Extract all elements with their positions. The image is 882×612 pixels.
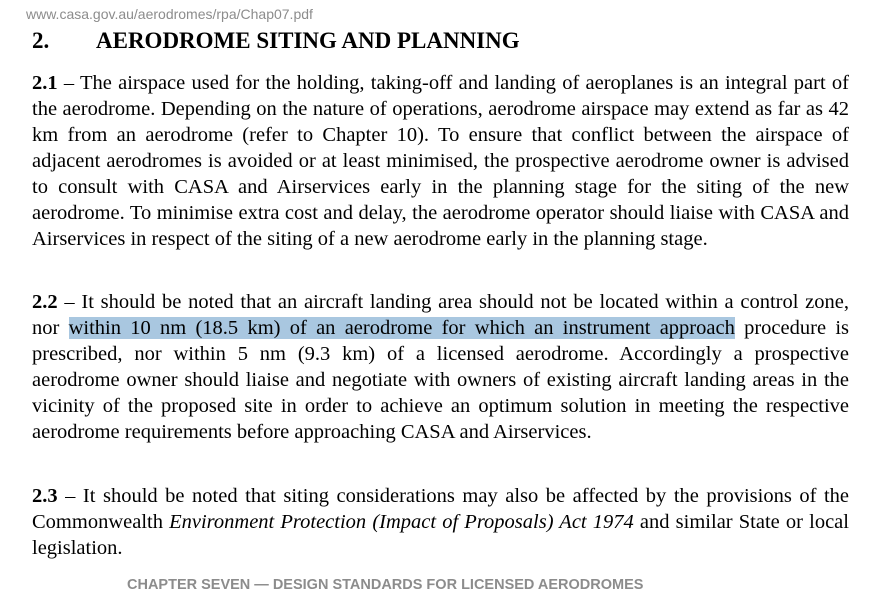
page-footer: CHAPTER SEVEN — DESIGN STANDARDS FOR LICENSED AERODROMES xyxy=(127,577,644,593)
paragraph-2-1 xyxy=(32,70,849,252)
paragraph-text: – It should be noted that siting considerations may also be affected by the provisions of the Commonwealth xyxy=(32,485,849,533)
paragraph-2-3 xyxy=(32,483,849,561)
paragraph-text: – The airspace used for the holding, taking-off and landing of aeroplanes is an integral part of the aerodrome. Depending on the nature of operations, aerodrome airspace may extend as far as 42 km from an aerodrome (refer to Chapter 10). To ensure that conflict between the airspace of adjacent aerodromes is avoided or at least minimised, the prospective aerodrome owner is advised to consult with CASA and Airservices early in the planning stage for the siting of the new aerodrome. To minimise extra cost and delay, the aerodrome operator should liaise with CASA and Airservices in respect of the siting of a new aerodrome early in the planning stage. xyxy=(32,72,849,250)
section-heading xyxy=(32,28,520,54)
source-url: www.casa.gov.au/aerodromes/rpa/Chap07.pdf xyxy=(26,6,313,22)
paragraph-number: 2.1 xyxy=(32,72,58,94)
paragraph-2-2 xyxy=(32,289,849,445)
paragraph-text: procedure is prescribed, nor within 5 nm (9.3 km) of a licensed aerodrome. Accordingly a prospective aerodrome owner should liaise and negotiate with owners of existing aircraft landing areas in the vicinity of the proposed site in order to achieve an optimum solution in meeting the respective aerodrome requirements before approaching CASA and Airservices. xyxy=(32,317,850,443)
paragraph-number: 2.3 xyxy=(32,485,58,507)
paragraph-text: – It should be noted that an aircraft landing area should not be located within a control zone, nor xyxy=(32,291,849,339)
act-title: Environment Protection (Impact of Proposals) Act 1974 xyxy=(169,511,634,533)
paragraph-text: and similar State or local legislation. xyxy=(32,511,849,559)
text-selection-highlight[interactable]: within 10 nm (18.5 km) of an aerodrome for which an instrument approach xyxy=(68,317,735,339)
paragraph-number: 2.2 xyxy=(32,291,58,313)
section-title: AERODROME SITING AND PLANNING xyxy=(96,28,520,53)
section-number: 2. xyxy=(32,28,50,53)
